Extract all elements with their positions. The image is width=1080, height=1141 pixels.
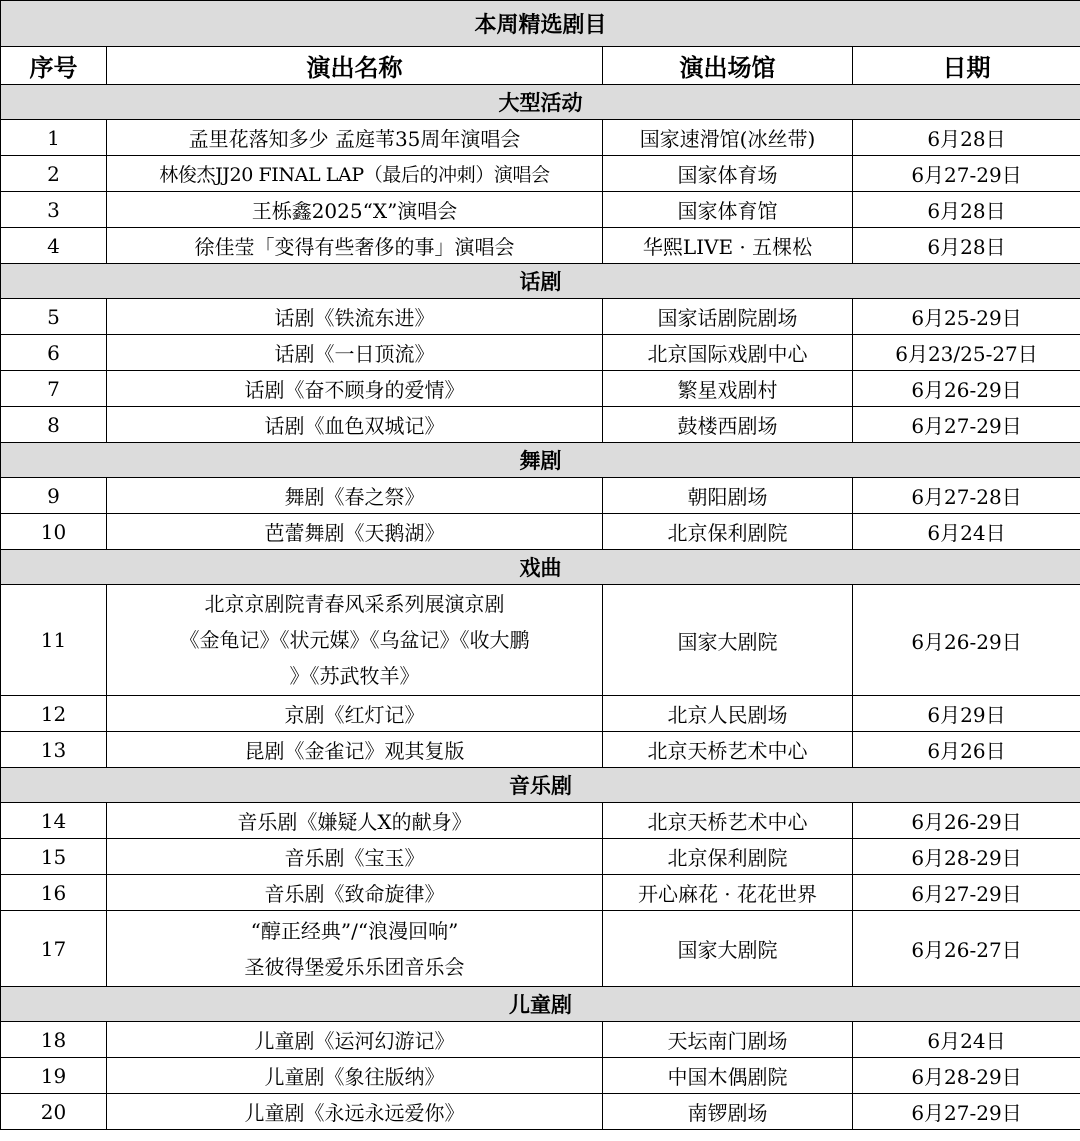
row-venue: 华熙LIVE · 五棵松: [603, 228, 853, 264]
row-no: 20: [1, 1094, 107, 1130]
header-date: 日期: [853, 47, 1080, 85]
category-label: 大型活动: [1, 85, 1080, 120]
table-row: [1, 335, 1080, 371]
row-date: 6月28-29日: [853, 1058, 1080, 1094]
row-name: 音乐剧《嫌疑人X的献身》: [107, 803, 603, 839]
row-name: 儿童剧《象往版纳》: [107, 1058, 603, 1094]
row-no: 10: [1, 514, 107, 550]
row-date: 6月27-29日: [853, 156, 1080, 192]
row-venue: 天坛南门剧场: [603, 1022, 853, 1058]
row-name: [107, 911, 603, 987]
row-venue: 国家话剧院剧场: [603, 299, 853, 335]
row-name: 音乐剧《宝玉》: [107, 839, 603, 875]
row-venue: 国家体育馆: [603, 192, 853, 228]
category-label: 儿童剧: [1, 987, 1080, 1022]
row-name: 话剧《铁流东进》: [107, 299, 603, 335]
table-row: [1, 585, 1080, 696]
row-no: 2: [1, 156, 107, 192]
row-no: 15: [1, 839, 107, 875]
category-label: 话剧: [1, 264, 1080, 299]
row-date: 6月26-29日: [853, 585, 1080, 696]
row-no: 3: [1, 192, 107, 228]
row-date: 6月29日: [853, 696, 1080, 732]
row-venue: 北京保利剧院: [603, 839, 853, 875]
row-date: 6月28日: [853, 120, 1080, 156]
table-row: [1, 1022, 1080, 1058]
row-no: 11: [1, 585, 107, 696]
table-row: [1, 911, 1080, 987]
row-no: 6: [1, 335, 107, 371]
row-name: 话剧《血色双城记》: [107, 407, 603, 443]
row-venue: 国家大剧院: [603, 585, 853, 696]
row-date: 6月25-29日: [853, 299, 1080, 335]
row-date: 6月28-29日: [853, 839, 1080, 875]
row-no: 1: [1, 120, 107, 156]
row-venue: 中国木偶剧院: [603, 1058, 853, 1094]
row-venue: 北京天桥艺术中心: [603, 803, 853, 839]
row-no: 17: [1, 911, 107, 987]
row-name-line: 《金龟记》《状元媒》《乌盆记》《收大鹏: [179, 628, 530, 652]
header-name: 演出名称: [107, 47, 603, 85]
table-row: [1, 192, 1080, 228]
table-row: [1, 514, 1080, 550]
table-row: [1, 803, 1080, 839]
row-venue: 北京天桥艺术中心: [603, 732, 853, 768]
table-row: [1, 875, 1080, 911]
table-row: [1, 732, 1080, 768]
category-label: 音乐剧: [1, 768, 1080, 803]
row-name: 话剧《一日顶流》: [107, 335, 603, 371]
row-name: 音乐剧《致命旋律》: [107, 875, 603, 911]
row-no: 14: [1, 803, 107, 839]
row-name: 昆剧《金雀记》观其复版: [107, 732, 603, 768]
table-row: [1, 407, 1080, 443]
table-row: [1, 228, 1080, 264]
row-venue: 北京人民剧场: [603, 696, 853, 732]
row-name: 舞剧《春之祭》: [107, 478, 603, 514]
table-row: [1, 299, 1080, 335]
row-no: 12: [1, 696, 107, 732]
row-venue: 国家大剧院: [603, 911, 853, 987]
row-name: 林俊杰JJ20 FINAL LAP（最后的冲刺）演唱会: [107, 156, 603, 192]
row-date: 6月26日: [853, 732, 1080, 768]
row-date: 6月27-28日: [853, 478, 1080, 514]
table-row: [1, 696, 1080, 732]
row-venue: 国家体育场: [603, 156, 853, 192]
row-name-line: 圣彼得堡爱乐乐团音乐会: [244, 954, 465, 979]
row-name: [107, 585, 603, 696]
row-venue: 朝阳剧场: [603, 478, 853, 514]
table-row: [1, 1058, 1080, 1094]
row-date: 6月27-29日: [853, 875, 1080, 911]
row-venue: 繁星戏剧村: [603, 371, 853, 407]
category-row: [1, 550, 1080, 585]
row-venue: 鼓楼西剧场: [603, 407, 853, 443]
row-date: 6月28日: [853, 228, 1080, 264]
row-venue: 开心麻花 · 花花世界: [603, 875, 853, 911]
table-row: [1, 156, 1080, 192]
row-no: 16: [1, 875, 107, 911]
row-name: 徐佳莹「变得有些奢侈的事」演唱会: [107, 228, 603, 264]
row-no: 8: [1, 407, 107, 443]
row-date: 6月24日: [853, 514, 1080, 550]
row-date: 6月26-27日: [853, 911, 1080, 987]
row-name: 王栎鑫2025“X”演唱会: [107, 192, 603, 228]
row-name: 孟里花落知多少 孟庭苇35周年演唱会: [107, 120, 603, 156]
table-row: [1, 120, 1080, 156]
row-no: 5: [1, 299, 107, 335]
table-title: 本周精选剧目: [1, 1, 1080, 47]
table-row: [1, 371, 1080, 407]
category-label: 舞剧: [1, 443, 1080, 478]
row-name-line: 北京京剧院青春风采系列展演京剧: [204, 592, 505, 616]
table-row: [1, 839, 1080, 875]
row-name: 儿童剧《永远永远爱你》: [107, 1094, 603, 1130]
table-row: [1, 1094, 1080, 1130]
row-no: 13: [1, 732, 107, 768]
row-venue: 南锣剧场: [603, 1094, 853, 1130]
header-venue: 演出场馆: [603, 47, 853, 85]
row-no: 7: [1, 371, 107, 407]
row-name: 儿童剧《运河幻游记》: [107, 1022, 603, 1058]
row-date: 6月24日: [853, 1022, 1080, 1058]
row-no: 9: [1, 478, 107, 514]
row-venue: 北京保利剧院: [603, 514, 853, 550]
category-row: [1, 85, 1080, 120]
table-row: [1, 478, 1080, 514]
row-date: 6月27-29日: [853, 407, 1080, 443]
row-name: 话剧《奋不顾身的爱情》: [107, 371, 603, 407]
header-row: [1, 47, 1080, 85]
row-date: 6月23/25-27日: [853, 335, 1080, 371]
row-date: 6月26-29日: [853, 803, 1080, 839]
row-name: 京剧《红灯记》: [107, 696, 603, 732]
row-name-line: “醇正经典”/“浪漫回响”: [250, 918, 459, 943]
row-name-line: 》《苏武牧羊》: [289, 664, 420, 688]
table-title-row: [1, 1, 1080, 47]
row-no: 4: [1, 228, 107, 264]
row-date: 6月28日: [853, 192, 1080, 228]
category-row: [1, 768, 1080, 803]
category-row: [1, 987, 1080, 1022]
row-date: 6月27-29日: [853, 1094, 1080, 1130]
row-date: 6月26-29日: [853, 371, 1080, 407]
row-name: 芭蕾舞剧《天鹅湖》: [107, 514, 603, 550]
row-no: 19: [1, 1058, 107, 1094]
header-no: 序号: [1, 47, 107, 85]
category-row: [1, 264, 1080, 299]
row-venue: 国家速滑馆(冰丝带): [603, 120, 853, 156]
category-row: [1, 443, 1080, 478]
row-no: 18: [1, 1022, 107, 1058]
row-venue: 北京国际戏剧中心: [603, 335, 853, 371]
category-label: 戏曲: [1, 550, 1080, 585]
